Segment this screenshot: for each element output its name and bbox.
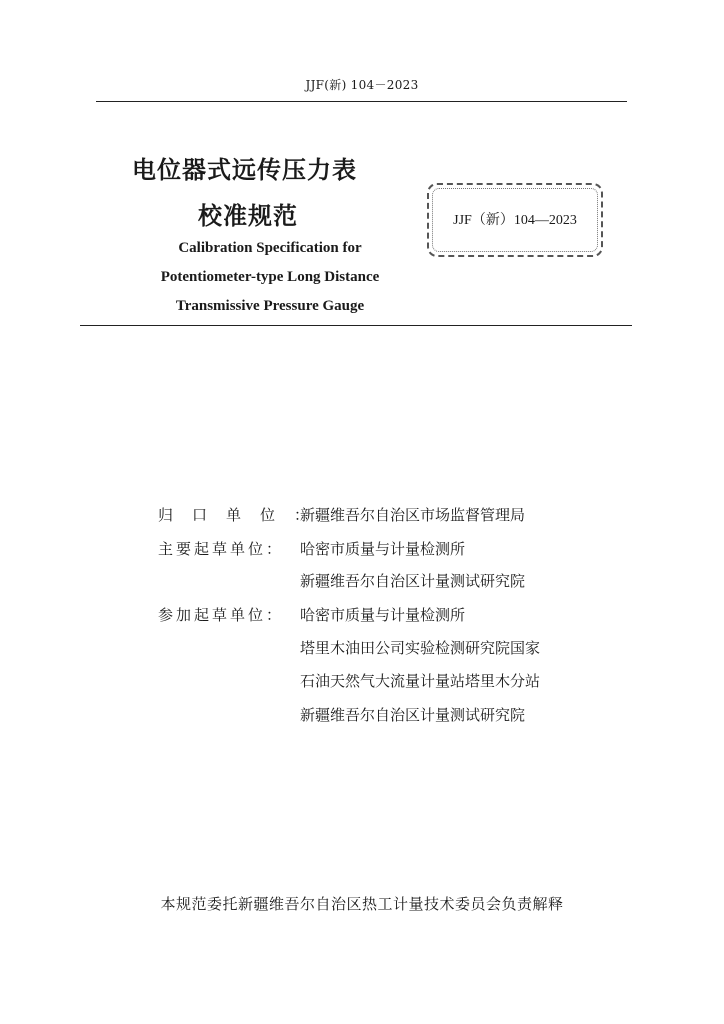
participating-value: 新疆维吾尔自治区计量测试研究院: [300, 706, 526, 724]
org-row-participating: [0, 670, 724, 698]
title-chinese-line1: 电位器式远传压力表: [132, 156, 357, 184]
participating-value: 石油天然气大流量计量站塔里木分站: [300, 672, 541, 690]
main-drafting-value: 哈密市质量与计量检测所: [300, 540, 466, 558]
participating-value: 塔里木油田公司实验检测研究院国家: [300, 639, 541, 657]
participating-label: 参加起草单位：: [158, 606, 285, 624]
running-header: JJF(新) 104－2023: [305, 78, 419, 92]
title-english: [130, 234, 410, 321]
interpretation-note: 本规范委托新疆维吾尔自治区热工计量技术委员会负责解释: [160, 895, 564, 913]
centralized-unit-value: 新疆维吾尔自治区市场监督管理局: [300, 506, 526, 524]
centralized-unit-label: 归口单位：: [158, 506, 329, 524]
main-drafting-value: 新疆维吾尔自治区计量测试研究院: [300, 572, 526, 590]
specification-code: JJF（新）104—2023: [453, 213, 577, 228]
main-drafting-label: 主要起草单位：: [158, 540, 285, 558]
header-rule: [96, 101, 627, 102]
title-english-line: Calibration Specification for: [178, 240, 362, 256]
specification-code-box: [427, 183, 603, 257]
org-row-main-drafting: [0, 538, 724, 566]
org-row-participating: [0, 704, 724, 732]
title-english-line: Potentiometer-type Long Distance: [160, 269, 380, 285]
org-row-centralized: [0, 504, 724, 532]
org-row-participating: [0, 604, 724, 632]
org-row-main-drafting: [0, 570, 724, 598]
title-rule: [80, 325, 632, 326]
participating-value: 哈密市质量与计量检测所: [300, 606, 466, 624]
title-chinese-line2: 校准规范: [198, 202, 298, 230]
org-row-participating: [0, 637, 724, 665]
title-english-line: Transmissive Pressure Gauge: [175, 298, 365, 314]
